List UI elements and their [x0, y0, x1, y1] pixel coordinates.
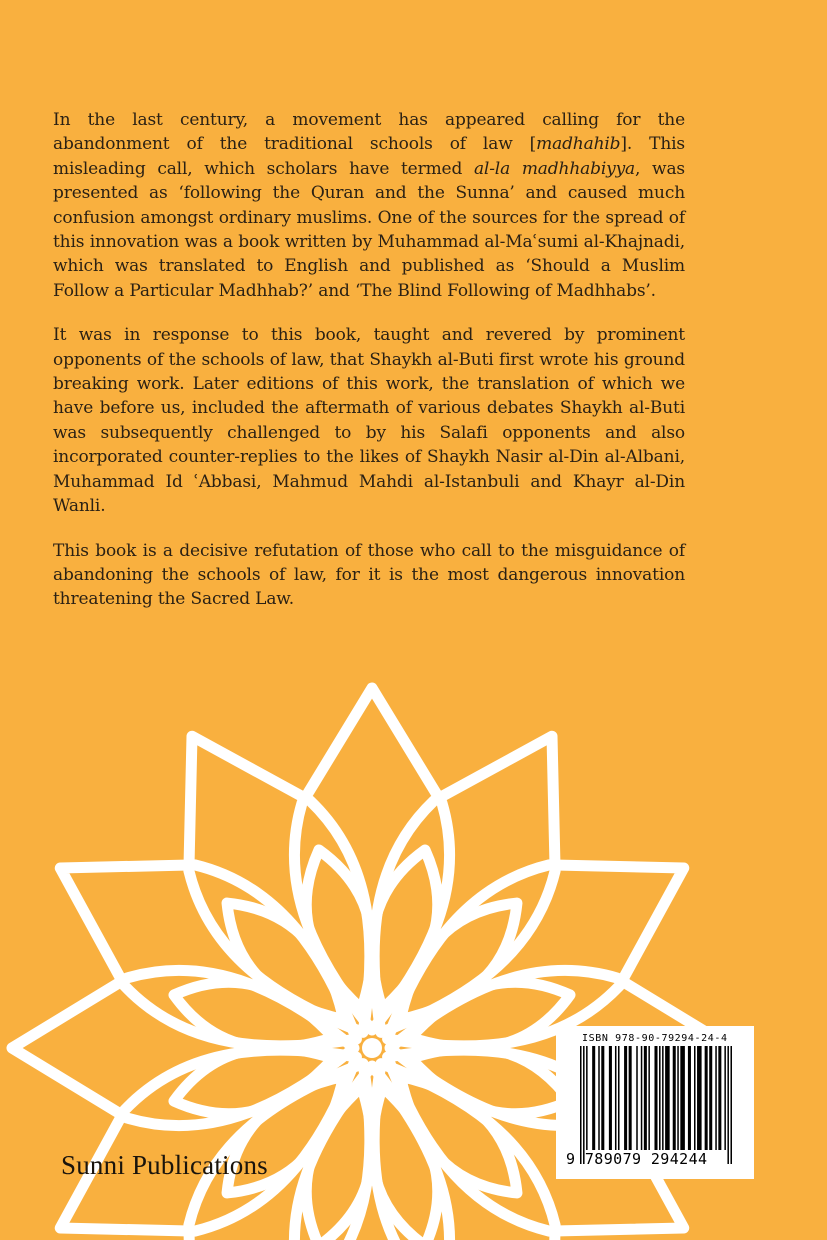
text-run: In the last century, a movement has appeared calling for the abandonment of the traditional schools of law [ [53, 110, 685, 155]
barcode-bar [592, 1046, 595, 1150]
blurb-paragraph-3 [53, 539, 685, 612]
italic-term: al-la madhhabiyya [473, 158, 636, 179]
ornament-leaf [290, 842, 391, 1017]
barcode-bar [673, 1046, 676, 1150]
barcode [556, 1026, 754, 1179]
ornament-leaf [166, 1029, 341, 1130]
ornament-leaf [166, 966, 341, 1067]
ornament-petal [314, 697, 619, 1071]
ornament-petal [125, 697, 430, 1071]
publisher-name: Sunni Publications [61, 1150, 268, 1180]
barcode-bar [697, 1046, 702, 1150]
ornament-leaf [290, 1079, 391, 1240]
ornament-petal [21, 990, 395, 1240]
barcode-bar [618, 1046, 620, 1150]
ornament-leaf [353, 842, 454, 1017]
barcode-bar [680, 1046, 685, 1150]
barcode-bar [641, 1046, 643, 1150]
barcode-bar [718, 1046, 721, 1150]
text-run: It was in response to this book, taught and revered by prominent opponents of the schools of law, that Shaykh al-Buti first wrote his ground breaking work. Later editions of this work, the translation of which we have before us, included the aftermath of various debates Shaykh al-Buti was subsequently challenged to by his Salafi opponents and also incorporated counter-replies to the likes of Shaykh Nasir al-Din al-Albani, Muhammad Id ʿAbbasi, Mahmud Mahdi al-Istanbuli and Khayr al-Din Wanli. [53, 325, 685, 517]
barcode-bar [665, 1046, 670, 1150]
barcode-bar [677, 1046, 679, 1150]
barcode-bar [629, 1046, 632, 1150]
text-run: , was presented as ‘following the Quran and the Sunna’ and caused much confusion amongst ordinary muslims. One of the sources for the spread of this innovation was a book written by Muhammad al-Maʿsumi al-Khajnadi, which was translated to English and published as ‘Should a Muslim Follow a Particular Madhhab?’ and ‘The Blind Following of Madhhabs’. [53, 158, 686, 301]
barcode-bar [659, 1046, 661, 1150]
barcode-bar [662, 1046, 664, 1150]
italic-term: madhahib [536, 134, 621, 155]
barcode-bar [705, 1046, 708, 1150]
barcode-bar [609, 1046, 612, 1150]
barcode-bar [624, 1046, 627, 1150]
barcode-bar [648, 1046, 650, 1150]
barcode-bar [688, 1046, 691, 1150]
barcode-digits: 9 789079 294244 [566, 1150, 708, 1168]
ornament-leaf [379, 1055, 538, 1214]
ornament-petal [21, 801, 395, 1106]
isbn-label: ISBN 978-90-79294-24-4 [582, 1033, 728, 1044]
barcode-bar [654, 1046, 657, 1150]
barcode-bar [694, 1046, 696, 1150]
text-run: ]. This misleading call, which scholars have termed [53, 134, 685, 179]
ornament-petal [125, 1025, 430, 1240]
ornament-hub [362, 1038, 382, 1058]
barcode-bar [730, 1046, 732, 1164]
ornament-leaf [206, 882, 365, 1041]
text-run: This book is a decisive refutation of those who call to the misguidance of abandoning the schools of law, for it is the most dangerous innovation threatening the Sacred Law. [53, 540, 685, 610]
ornament-leaf [353, 1079, 454, 1240]
barcode-bar [709, 1046, 712, 1150]
ornament-leaf [206, 1055, 365, 1214]
barcode-bar [601, 1046, 604, 1150]
barcode-bar [586, 1046, 588, 1150]
barcode-bar [715, 1046, 717, 1150]
barcode-bar [724, 1046, 726, 1150]
barcode-bar [727, 1046, 729, 1164]
barcode-bar [598, 1046, 600, 1150]
barcode-bars [580, 1046, 732, 1164]
barcode-bar [583, 1046, 585, 1164]
barcode-bar [580, 1046, 582, 1164]
barcode-bar [644, 1046, 647, 1150]
ornament-leaf [403, 1029, 578, 1130]
barcode-bar [615, 1046, 617, 1150]
blurb [53, 108, 685, 632]
blurb-paragraph-2 [53, 323, 685, 518]
ornament-petal [12, 970, 354, 1125]
barcode-bar [636, 1046, 638, 1150]
blurb-paragraph-1 [53, 108, 685, 303]
ornament-leaf [403, 966, 578, 1067]
ornament-petal [294, 688, 449, 1030]
ornament-leaf [379, 882, 538, 1041]
ornament-petal [294, 1066, 449, 1240]
